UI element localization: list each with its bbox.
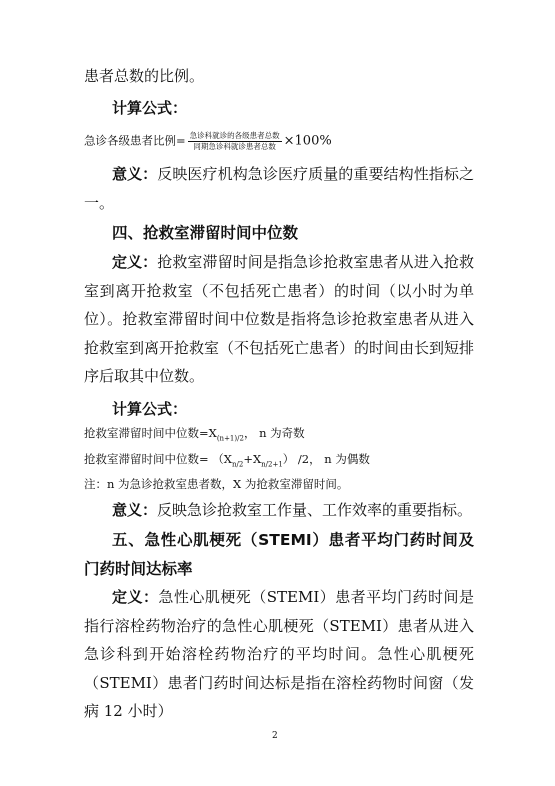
meaning-label: 意义： xyxy=(112,501,158,519)
formula-odd xyxy=(84,425,480,446)
formula-even xyxy=(84,451,480,472)
note-text: 注：n 为急诊抢救室患者数，X 为抢救室滞留时间。 xyxy=(84,477,349,491)
formula-label-text: 计算公式： xyxy=(112,400,188,418)
meaning-label: 意义： xyxy=(112,165,158,183)
definition-text: 急性心肌梗死（STEMI）患者平均门药时间是指行溶栓药物治疗的急性心肌梗死（STEMI）患者从进入急诊科到开始溶栓药物治疗的平均时间。急性心肌梗死（STEMI）患者门药时间达标是指在溶栓药物时间窗（发病 12 小时） xyxy=(84,588,474,720)
formula-suffix: ×100% xyxy=(283,133,332,149)
paragraph-continuation xyxy=(84,62,474,91)
formula-fraction xyxy=(188,131,282,152)
formula-text: ） /2， n 为偶数 xyxy=(282,452,370,466)
section-heading-5 xyxy=(84,526,474,583)
formula-label-text: 计算公式： xyxy=(112,99,188,117)
paragraph-text: 患者总数的比例。 xyxy=(84,67,205,85)
formula-label xyxy=(112,94,502,123)
formula-text: ， n 为奇数 xyxy=(243,426,305,440)
formula-text: 抢救室滞留时间中位数=X xyxy=(84,426,217,440)
formula-note xyxy=(84,476,480,492)
formula-denominator: 同期急诊科就诊患者总数 xyxy=(193,142,276,151)
page-number: 2 xyxy=(272,731,278,741)
meaning-paragraph-1 xyxy=(84,160,474,217)
formula-ratio xyxy=(84,131,480,152)
definition-paragraph-4 xyxy=(84,248,474,391)
definition-text: 抢救室滞留时间是指急诊抢救室患者从进入抢救室到离开抢救室（不包括死亡患者）的时间（以小时为单位）。抢救室滞留时间中位数是指将急诊抢救室患者从进入抢救室到离开抢救室（不包括死亡患者）的时间由长到短排序后取其中位数。 xyxy=(84,253,475,385)
formula-text: +X xyxy=(243,452,262,466)
formula-subscript: n/2+1 xyxy=(261,460,283,469)
section-heading-text: 五、急性心肌梗死（STEMI）患者平均门药时间及门药时间达标率 xyxy=(84,531,474,578)
formula-prefix: 急诊各级患者比例= xyxy=(84,133,186,148)
formula-text: 抢救室滞留时间中位数= （X xyxy=(84,452,232,466)
formula-subscript: n/2 xyxy=(231,460,244,469)
section-heading-text: 四、抢救室滞留时间中位数 xyxy=(112,224,299,242)
definition-paragraph-5 xyxy=(84,583,474,726)
meaning-text: 反映急诊抢救室工作量、工作效率的重要指标。 xyxy=(157,501,473,519)
meaning-paragraph-2 xyxy=(84,496,474,525)
formula-numerator: 急诊科就诊的各级患者总数 xyxy=(189,131,280,140)
definition-label: 定义： xyxy=(112,588,159,606)
formula-label-2 xyxy=(112,395,502,424)
formula-subscript: (n+1)/2 xyxy=(216,434,244,443)
section-heading-4 xyxy=(112,219,502,248)
meaning-text: 反映医疗机构急诊医疗质量的重要结构性指标之一。 xyxy=(84,165,474,212)
definition-label: 定义： xyxy=(112,253,158,271)
